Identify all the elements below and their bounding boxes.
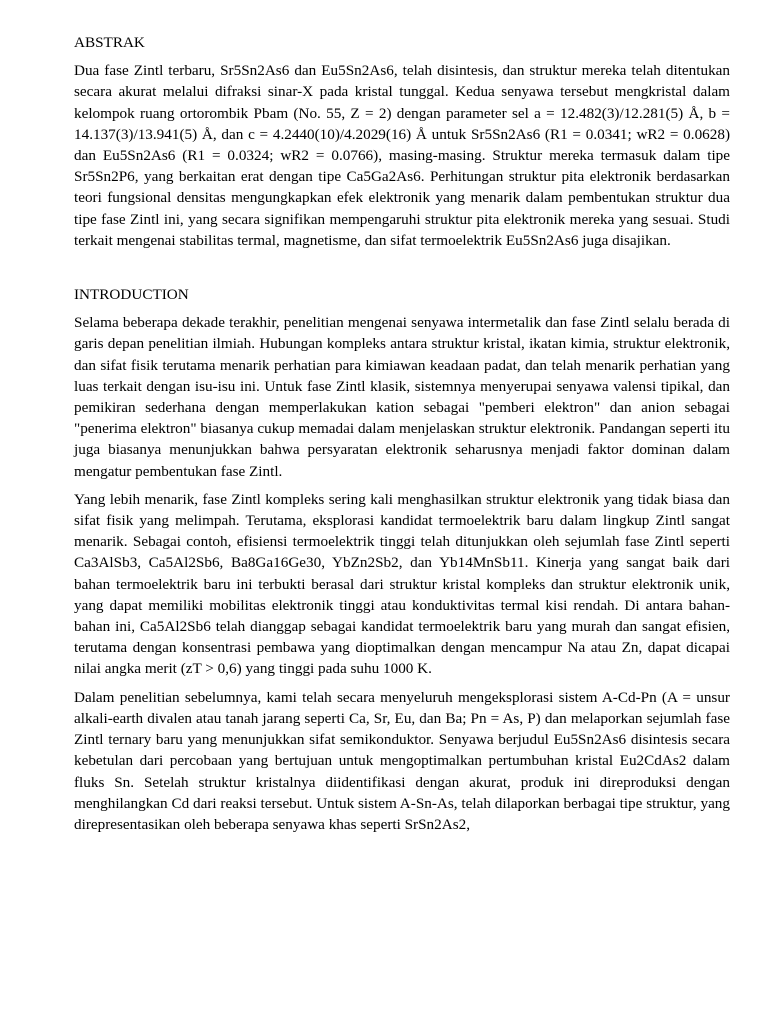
introduction-paragraph-2: Yang lebih menarik, fase Zintl kompleks sering kali menghasilkan struktur elektronik yang tidak biasa dan sifat fisik yang melimpah. Terutama, eksplorasi kandidat termoelektrik baru dalam lingkup Zintl sangat menarik. Sebagai contoh, efisiensi termoelektrik tinggi telah ditunjukkan oleh sejumlah fase Zintl seperti Ca3AlSb3, Ca5Al2Sb6, Ba8Ga16Ge30, YbZn2Sb2, dan Yb14MnSb11. Kinerja yang sangat baik dari bahan termoelektrik baru ini terbukti berasal dari struktur kristal kompleks dan struktur elektronik unik, yang dapat memiliki mobilitas elektronik tinggi atau konduktivitas termal kisi rendah. Di antara bahan-bahan ini, Ca5Al2Sb6 telah dianggap sebagai kandidat termoelektrik baru yang murah dan sangat efisien, terutama dengan konsentrasi pembawa yang dioptimalkan dengan mencampur Na atau Zn, dapat dicapai nilai angka merit (zT > 0,6) yang tinggi pada suhu 1000 K.	[74, 490, 730, 678]
abstract-heading: ABSTRAK	[74, 34, 145, 51]
introduction-heading: INTRODUCTION	[74, 286, 189, 304]
document-page	[74, 32, 730, 835]
introduction-section	[74, 284, 730, 835]
introduction-paragraph-1: Selama beberapa dekade terakhir, penelitian mengenai senyawa intermetalik dan fase Zintl selalu berada di garis depan penelitian ilmiah. Hubungan kompleks antara struktur kristal, ikatan kimia, struktur elektronik, dan sifat fisik terutama menarik perhatian para kimiawan keadaan padat, dan telah menarik perhatian yang luas terkait dengan isu-isu ini. Untuk fase Zintl klasik, sistemnya menyerupai senyawa valensi tipikal, dan pemikiran sederhana dengan memperlakukan kation sebagai "pemberi elektron" dan anion sebagai "penerima elektron" biasanya cukup memadai dalam menjelaskan struktur elektronik. Pandangan seperti itu juga biasanya menunjukkan bahwa persyaratan elektronik seharusnya menjadi faktor dominan dalam mengatur pembentukan fase Zintl.	[74, 314, 730, 480]
abstract-paragraph: Dua fase Zintl terbaru, Sr5Sn2As6 dan Eu5Sn2As6, telah disintesis, dan struktur mereka telah ditentukan secara akurat melalui difraksi sinar-X pada kristal tunggal. Kedua senyawa tersebut mengkristal dalam kelompok ruang ortorombik Pbam (No. 55, Z = 2) dengan parameter sel a = 12.482(3)/12.281(5) Å, b = 14.137(3)/13.941(5) Å, dan c = 4.2440(10)/4.2029(16) Å untuk Sr5Sn2As6 (R1 = 0.0341; wR2 = 0.0628) dan Eu5Sn2As6 (R1 = 0.0324; wR2 = 0.0766), masing-masing. Struktur mereka termasuk dalam tipe Sr5Sn2P6, yang berkaitan erat dengan tipe Ca5Ga2As6. Perhitungan struktur pita elektronik berdasarkan teori fungsional densitas mengungkapkan efek elektronik yang menarik dalam pembentukan struktur dua tipe fase Zintl ini, yang secara signifikan mempengaruhi struktur pita elektronik mereka yang sesuai. Studi terkait mengenai stabilitas termal, magnetisme, dan sifat termoelektrik Eu5Sn2As6 juga disajikan.	[74, 62, 730, 249]
abstract-section	[74, 32, 730, 251]
introduction-paragraph-3: Dalam penelitian sebelumnya, kami telah secara menyeluruh mengeksplorasi sistem A-Cd-Pn (A = unsur alkali-earth divalen atau tanah jarang seperti Ca, Sr, Eu, dan Ba; Pn = As, P) dan melaporkan sejumlah fase Zintl ternary baru yang menunjukkan sifat semikonduktor. Senyawa berjudul Eu5Sn2As6 disintesis secara kebetulan dari percobaan yang bertujuan untuk mengoptimalkan pertumbuhan kristal Eu2CdAs2 dalam fluks Sn. Setelah struktur kristalnya diidentifikasi dengan akurat, produk ini direproduksi dengan menghilangkan Cd dari reaksi tersebut. Untuk sistem A-Sn-As, telah dilaporkan berbagai tipe struktur, yang direpresentasikan oleh beberapa senyawa khas seperti SrSn2As2,	[74, 688, 730, 833]
